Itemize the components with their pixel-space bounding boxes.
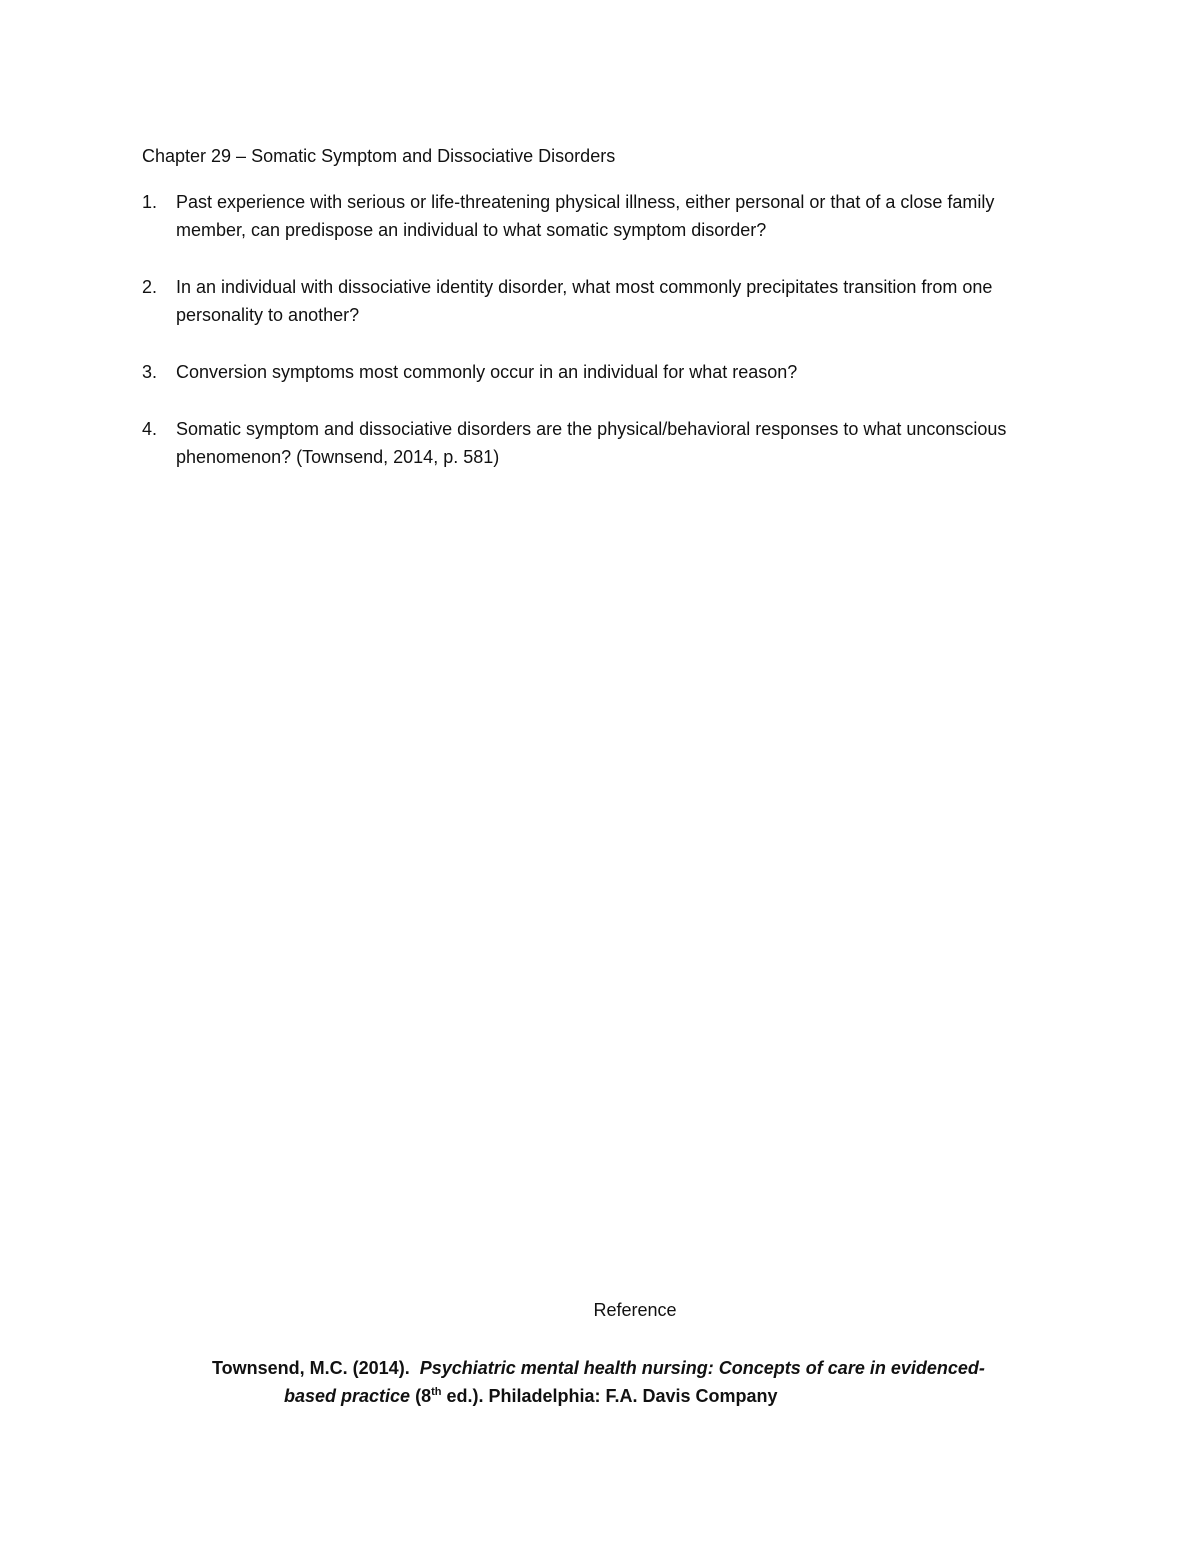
citation-line2 <box>212 1382 1032 1410</box>
page-title: Chapter 29 – Somatic Symptom and Dissociative Disorders <box>142 146 616 166</box>
question-number: 1. <box>142 192 158 212</box>
question-number: 2. <box>142 277 158 297</box>
citation-publisher: ed.). Philadelphia: F.A. Davis Company <box>441 1386 778 1406</box>
list-item <box>142 415 1062 471</box>
list-item <box>142 273 1062 329</box>
list-item <box>142 188 1062 244</box>
citation-title-line2: based practice <box>284 1386 411 1406</box>
question-text: In an individual with dissociative identity disorder, what most commonly precipitates transition from one personality to another? <box>176 277 993 325</box>
citation-edition-open: (8 <box>415 1386 432 1406</box>
question-text: Somatic symptom and dissociative disorders are the physical/behavioral responses to what unconscious phenomenon? (Townsend, 2014, p. 581) <box>176 419 1007 467</box>
citation-edition-sup: th <box>431 1386 442 1398</box>
reference-heading: Reference <box>593 1300 677 1320</box>
reference-citation <box>212 1354 1032 1410</box>
question-text: Conversion symptoms most commonly occur in an individual for what reason? <box>176 362 798 382</box>
question-number: 3. <box>142 362 158 382</box>
citation-title-line1: Psychiatric mental health nursing: Concepts of care in evidenced- <box>419 1358 985 1378</box>
question-number: 4. <box>142 419 158 439</box>
question-text: Past experience with serious or life-threatening physical illness, either personal or that of a close family member, can predispose an individual to what somatic symptom disorder? <box>176 192 995 240</box>
citation-author: Townsend, M.C. (2014). <box>212 1358 410 1378</box>
list-item <box>142 358 1062 386</box>
question-list <box>142 188 1062 500</box>
